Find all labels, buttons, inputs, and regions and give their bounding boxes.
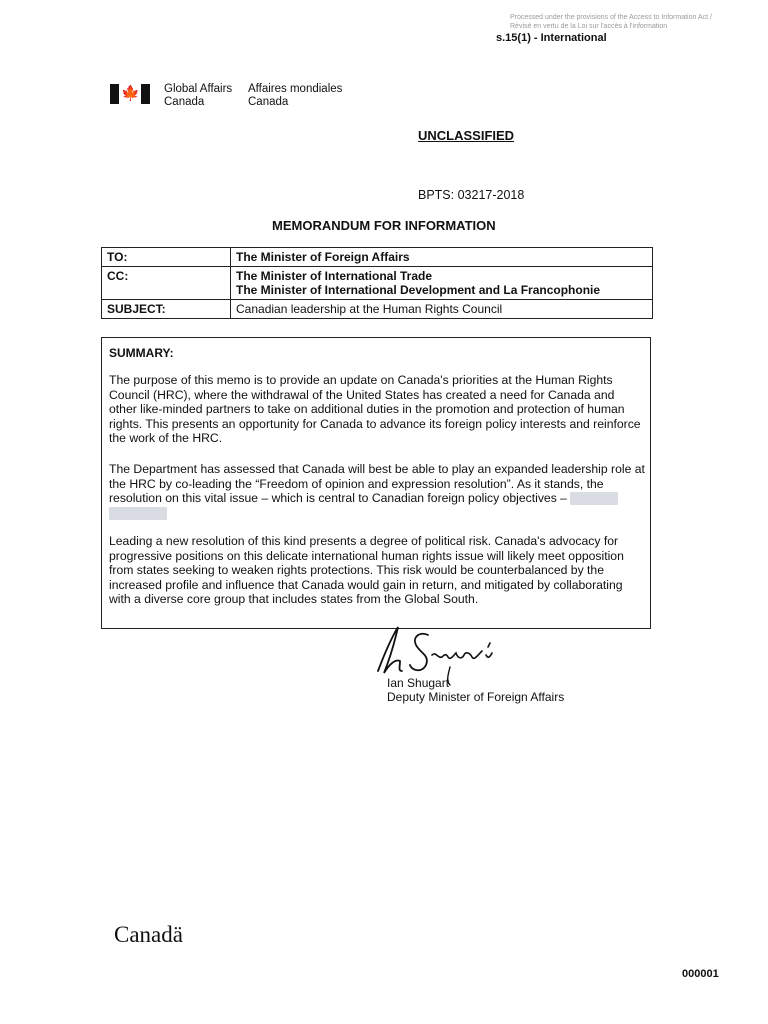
signer-name: Ian Shugart [387, 676, 450, 690]
signer-title: Deputy Minister of Foreign Affairs [387, 690, 565, 704]
memo-type-title: MEMORANDUM FOR INFORMATION [272, 218, 496, 233]
summary-title: SUMMARY: [109, 346, 174, 360]
cc-label: CC: [102, 267, 231, 300]
routing-row-subject [102, 300, 653, 319]
summary-paragraph-2 [109, 462, 645, 520]
dept-name-fr-line-1: Affaires mondiales [248, 83, 343, 95]
cc-value-line-1: The Minister of International Trade [236, 269, 433, 283]
exemption-code: s.15(1) - International [496, 32, 607, 44]
redaction-block [570, 492, 618, 505]
ati-stamp-line-2: Révisé en vertu de la Loi sur l'accès à l'information [510, 23, 668, 30]
cc-value-line-2: The Minister of International Development and La Francophonie [236, 283, 601, 297]
dept-name-en-line-2: Canada [164, 96, 205, 108]
cc-value [231, 267, 653, 300]
classification-label: UNCLASSIFIED [418, 128, 515, 143]
ati-stamp-line-1: Processed under the provisions of the Access to Information Act / [510, 14, 712, 21]
dept-name-en [164, 83, 232, 109]
subject-value: Canadian leadership at the Human Rights Council [231, 300, 653, 319]
redaction-block [109, 507, 167, 520]
subject-label: SUBJECT: [102, 300, 231, 319]
routing-row-to [102, 248, 653, 267]
summary-paragraph-1: The purpose of this memo is to provide an update on Canada's priorities at the Human Rights Council (HRC), where the withdrawal of the United States has created a need for Canada and other like-minded partners to take on additional duties in the promotion and protection of human rights. This presents an opportunity for Canada to advance its foreign policy interests and reinforce the work of the HRC. [109, 373, 641, 446]
to-label: TO: [102, 248, 231, 267]
dept-name-fr-line-2: Canada [248, 96, 289, 108]
summary-paragraph-2-text: The Department has assessed that Canada will best be able to play an expanded leadership role at the HRC by co-leading the “Freedom of opinion and expression resolution”. As it stands, the resolution on this vital issue – which is central to Canadian foreign policy objectives – [109, 462, 645, 506]
bpts-reference: BPTS: 03217-2018 [418, 188, 525, 202]
canada-wordmark-logo: Canadä [114, 922, 183, 947]
canada-flag-icon: 🍁 [110, 84, 150, 104]
routing-row-cc [102, 267, 653, 300]
dept-name-en-line-1: Global Affairs [164, 83, 233, 95]
document-page-number: 000001 [682, 968, 719, 980]
to-value: The Minister of Foreign Affairs [231, 248, 653, 267]
routing-table [101, 247, 653, 319]
dept-name-fr [248, 83, 342, 109]
summary-box [101, 337, 651, 629]
summary-paragraph-3: Leading a new resolution of this kind presents a degree of political risk. Canada's advocacy for progressive positions on this delicate international human rights issue will likely meet opposition from states seeking to weaken rights protections. This risk would be counterbalanced by the increased profile and influence that Canada would gain in return, and mitigated by collaborating with a diverse core group that includes states from the Global South. [109, 534, 624, 607]
